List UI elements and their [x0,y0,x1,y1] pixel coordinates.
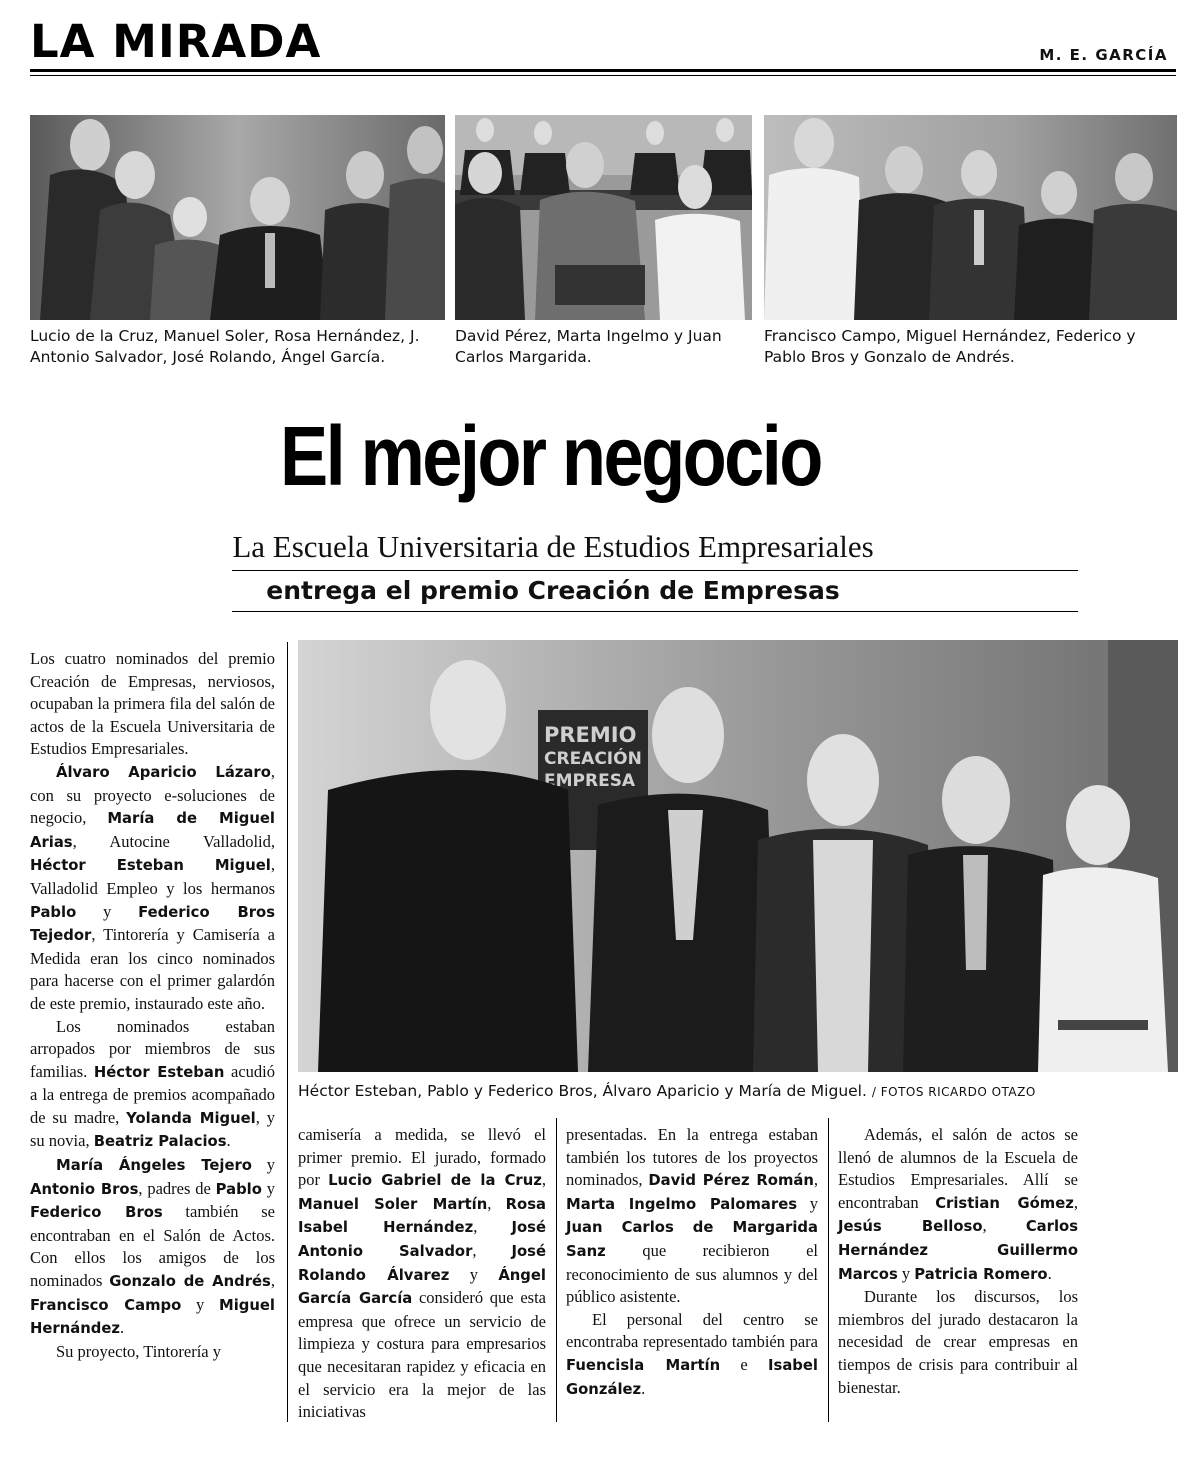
photo-friends [764,115,1177,320]
headline: El mejor negocio [280,409,821,503]
article-column-1 [30,648,275,1363]
photo-credit: / FOTOS RICARDO OTAZO [871,1085,1036,1099]
poster-line-1: PREMIO [544,723,637,747]
subhead-rule [232,570,1078,571]
main-photo-caption-text: Héctor Esteban, Pablo y Federico Bros, Álvaro Aparicio y María de Miguel. [298,1082,867,1100]
photo-nominees [298,640,1178,1072]
subhead-rule [232,611,1078,612]
article-column-2 [298,1124,546,1424]
paragraph: presentadas. En la entrega estaban también los tutores de los proyectos nominados, David Pérez Román, Marta Ingelmo Palomares y Juan Carlos de Margarida Sanz que recibieron el reconocimiento de sus alumnos y del público asistente. [566,1125,819,1307]
column-rule [287,642,288,1422]
paragraph: El personal del centro se encontraba representado también para Fuencisla Martín e Isabel González. [566,1309,818,1398]
byline: M. E. GARCÍA [1039,46,1168,64]
header-rule-thin [30,75,1176,76]
subheadline: La Escuela Universitaria de Estudios Empresariales [232,529,874,564]
article-column-4 [838,1124,1078,1399]
poster-line-2: CREACIÓN [544,749,642,769]
main-photo-caption [298,1080,1036,1103]
subheadline-bold: entrega el premio Creación de Empresas [266,576,840,605]
paragraph: Los cuatro nominados del premio Creación de Empresas, nerviosos, ocupaban la primera fila del salón de actos de la Escuela Universitaria de Estudios Empresariales. [30,649,275,759]
caption-photo-tutors: David Pérez, Marta Ingelmo y Juan Carlos Margarida. [455,327,722,366]
column-rule [556,1118,557,1422]
article-column-3 [566,1124,818,1401]
paragraph: Los nominados estaban arropados por miembros de sus familias. Héctor Esteban acudió a la entrega de premios acompañado de su madre, Yolanda Miguel, y su novia, Beatriz Palacios. [30,1016,276,1151]
paragraph: María Ángeles Tejero y Antonio Bros, padres de Pablo y Federico Bros también se encontraban en el Salón de Actos. Con ellos los amigos de los nominados Gonzalo de Andrés, Francisco Campo y Miguel Hernández. [30,1155,275,1338]
paragraph: Su proyecto, Tintorería y [56,1341,221,1361]
section-title: LA MIRADA [30,15,322,68]
poster-line-3: EMPRESA [544,771,636,791]
paragraph: Álvaro Aparicio Lázaro, con su proyecto e-soluciones de negocio, María de Miguel Arias, Autocine Valladolid, Héctor Esteban Miguel, Valladolid Empleo y los hermanos Pablo y Federico Bros Tejedor, Tintorería y Camisería a Medida eran los cinco nominados para hacerse con el primer galardón de este premio, instaurado este año. [30,761,276,1013]
caption-photo-friends: Francisco Campo, Miguel Hernández, Federico y Pablo Bros y Gonzalo de Andrés. [764,327,1136,366]
caption-photo-jury: Lucio de la Cruz, Manuel Soler, Rosa Hernández, J. Antonio Salvador, José Rolando, Ángel García. [30,327,420,366]
photo-tutors [455,115,752,320]
photo-jury [30,115,445,320]
column-rule [828,1118,829,1422]
paragraph: camisería a medida, se llevó el primer premio. El jurado, formado por Lucio Gabriel de la Cruz, Manuel Soler Martín, Rosa Isabel Hernández, José Antonio Salvador, José Rolando Álvarez y Ángel García García consideró que esta empresa que ofrece un servicio de limpieza y costura para empresarios que necesitaran rapidez y eficacia en el servicio era la mejor de las iniciativas [298,1125,547,1422]
paragraph: Durante los discursos, los miembros del jurado destacaron la necesidad de crear empresas en tiempos de crisis para contribuir al bienestar. [838,1287,1078,1397]
paragraph: Además, el salón de actos se llenó de alumnos de la Escuela de Estudios Empresariales. Allí se encontraban Cristian Gómez, Jesús Belloso, Carlos Hernández Guillermo Marcos y Patricia Romero. [838,1125,1079,1283]
header-rule [30,69,1176,72]
